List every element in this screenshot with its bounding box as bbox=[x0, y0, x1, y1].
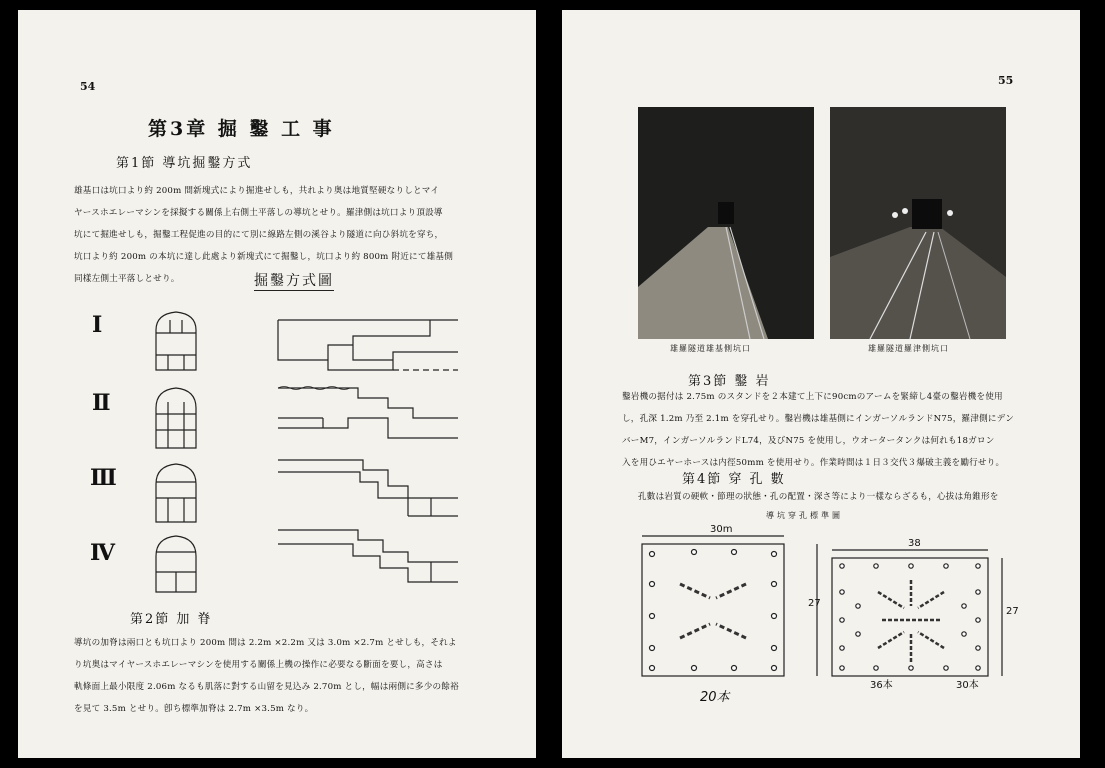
section-body bbox=[638, 486, 1078, 508]
excavation-method-diagram bbox=[148, 300, 458, 600]
section-title: 第1節 導坑掘鑿方式 bbox=[116, 156, 253, 171]
section-title: 第4節 穿 孔 數 bbox=[682, 472, 786, 487]
section-body bbox=[622, 386, 1062, 474]
text-line: 同樣左側土平落しとせり。 bbox=[74, 274, 180, 284]
dimension-label: 27 bbox=[1006, 606, 1019, 617]
text-line: 鑿岩機の据付は 2.75m のスタンドを２本建て上下に90cmのアームを緊締し4臺の鑿岩機を使用 bbox=[622, 392, 1003, 402]
photo-caption: 雄羅隧道雄基側坑口 bbox=[670, 344, 751, 353]
text-line: 孔數は岩質の硬軟・節理の狀態・孔の配置・深さ等により一樣ならざるも，心拔は角錐形を bbox=[638, 492, 999, 502]
roman-numeral: Ⅰ bbox=[92, 312, 103, 338]
text-line: ヤースホエレーマシンを採擬する關係上右側土平落しの導坑とせり。羅津側は坑口より頂設導 bbox=[74, 208, 443, 218]
photo-caption: 雄羅隧道羅津側坑口 bbox=[868, 344, 949, 353]
chapter-title: 第3章 掘 鑿 工 事 bbox=[148, 118, 335, 140]
dimension-label: 27 bbox=[808, 598, 821, 609]
section-body bbox=[74, 632, 514, 720]
page-number: 55 bbox=[998, 74, 1014, 87]
text-line: 導坑の加脊は兩口とも坑口より 200m 間は 2.2m ×2.2m 又は 3.0m ×2.7m とせしも，それよ bbox=[74, 638, 457, 648]
text-line: を見て 3.5m とせり。卽ち標準加脊は 2.7m ×3.5m なり。 bbox=[74, 704, 314, 714]
diagram-title: 導坑穿孔標準圖 bbox=[766, 511, 843, 520]
text-line: し，孔深 1.2m 乃至 2.1m を穿孔せり。鑿岩機は雄基側にインガーソルランドN75，羅津側にデン bbox=[622, 414, 1015, 424]
text-line: 入を用ひエヤーホースは内徑50mm を使用せり。作業時間は１日３交代３爆破主義を勵行せり。 bbox=[622, 458, 1005, 468]
hole-count-label: 20本 bbox=[700, 690, 730, 705]
page-number: 54 bbox=[80, 80, 96, 93]
section-title: 第2節 加 脊 bbox=[130, 612, 213, 627]
roman-numeral: Ⅲ bbox=[90, 465, 117, 491]
diagram-title: 掘鑿方式圖 bbox=[254, 270, 334, 291]
roman-numeral: Ⅳ bbox=[90, 540, 115, 566]
hole-count-label: 30本 bbox=[956, 680, 979, 691]
right-page bbox=[562, 10, 1080, 758]
roman-numeral: Ⅱ bbox=[92, 390, 111, 416]
left-page bbox=[18, 10, 536, 758]
section-title: 第3節 鑿 岩 bbox=[688, 374, 771, 389]
text-line: バーM7，インガーソルランドL74，及びN75 を使用し，ウオータータンクは何れも18ガロン bbox=[622, 436, 995, 446]
text-line: り坑奥はマイヤースホエレーマシンを使用する關係上機の操作に必要なる斷面を要し，高さは bbox=[74, 660, 443, 670]
text-line: 坑口より約 200m の本坑に達し此處より新塊式にて掘鑿し，坑口より約 800m 附近にて雄基側 bbox=[74, 252, 454, 262]
dimension-label: 38 bbox=[908, 538, 921, 549]
hole-count-label: 36本 bbox=[870, 680, 893, 691]
text-line: 坑にて掘進せしも，掘鑿工程促進の目的にて別に線路左側の溪谷より隧道に向ひ斜坑を穿ち， bbox=[74, 230, 444, 240]
tunnel-photo-left bbox=[638, 107, 814, 339]
dimension-label: 30m bbox=[710, 524, 733, 535]
text-line: 軌條面上最小限度 2.06m なるも肌落に對する山留を見込み 2.70m とし，幅は兩側に多少の餘裕 bbox=[74, 682, 459, 692]
text-line: 雄基口は坑口より約 200m 間新塊式により掘進せしも，共れより奥は地質堅硬なりしとマイ bbox=[74, 186, 440, 196]
tunnel-photo-right bbox=[830, 107, 1006, 339]
